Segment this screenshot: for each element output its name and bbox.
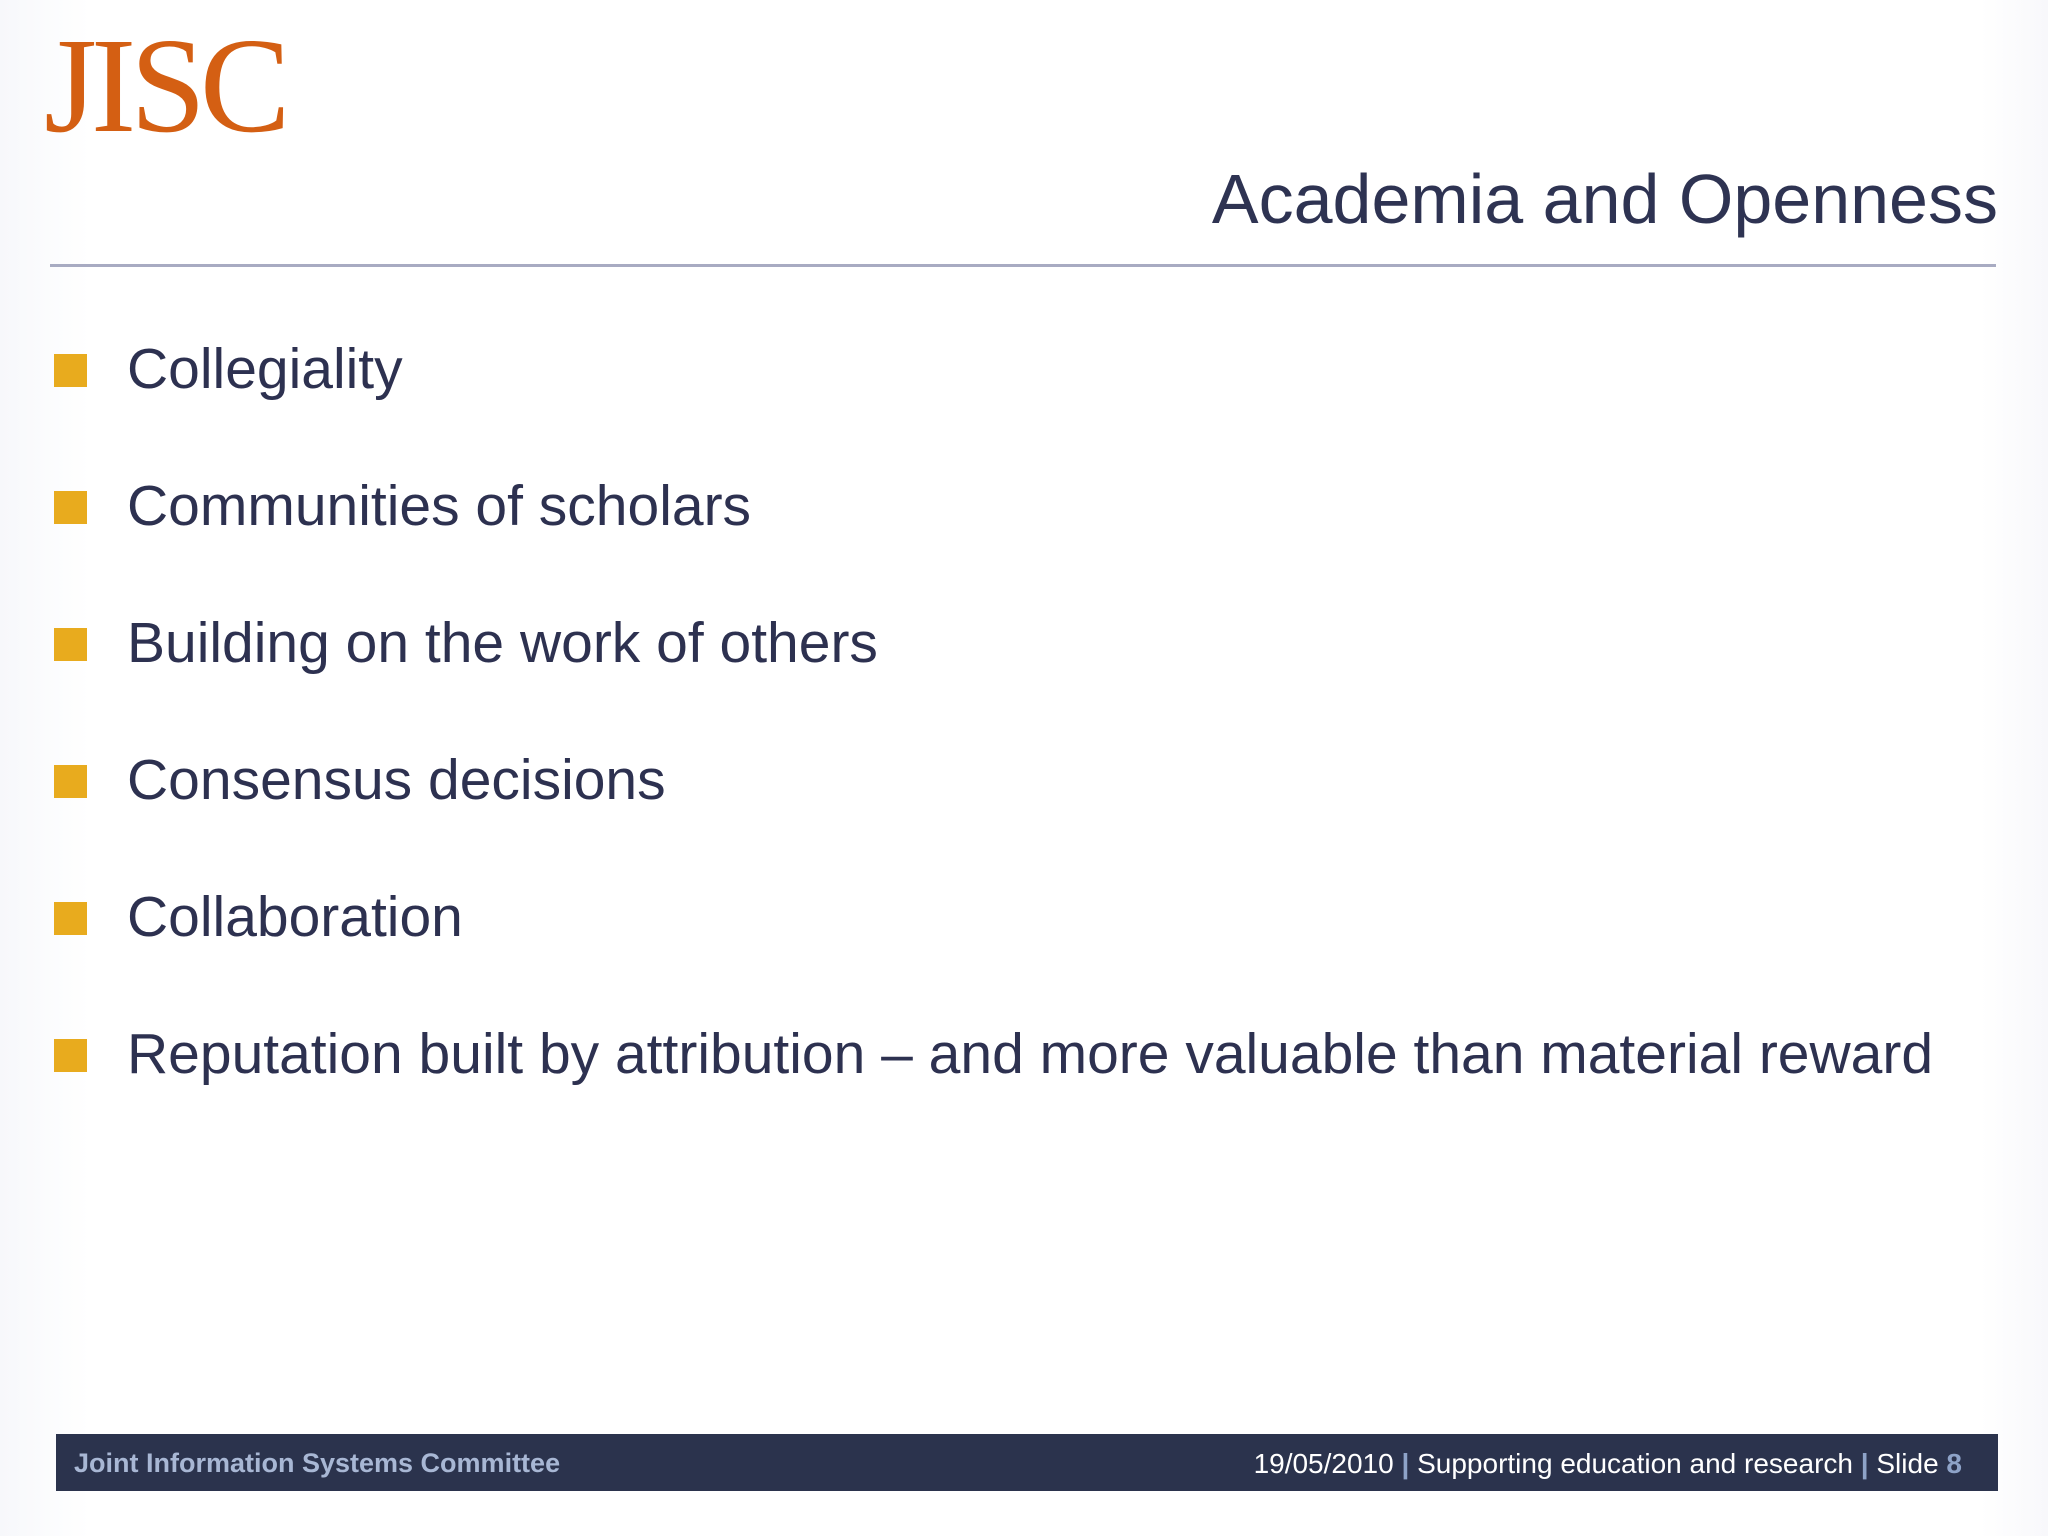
footer-slide-number: 8 [1946,1448,1962,1479]
square-bullet-icon [54,354,87,387]
square-bullet-icon [54,1039,87,1072]
bullet-item-collegiality [54,330,1974,467]
square-bullet-icon [54,628,87,661]
footer-slide-label: Slide [1876,1448,1939,1479]
slide-title: Academia and Openness [1211,160,1998,238]
square-bullet-icon [54,491,87,524]
bullet-text: Consensus decisions [127,748,666,812]
bullet-item-communities [54,467,1974,604]
jisc-logo: JISC [44,11,285,161]
bullet-item-reputation [54,1015,1974,1152]
bullet-item-collaboration [54,878,1974,1015]
bullet-text: Collaboration [127,885,463,949]
bullet-item-consensus [54,741,1974,878]
square-bullet-icon [54,902,87,935]
footer-separator: | [1401,1448,1410,1479]
footer-tagline: Supporting education and research [1417,1448,1853,1479]
bullet-text: Building on the work of others [127,611,878,675]
bullet-text: Reputation built by attribution – and more valuable than material reward [127,1022,1934,1086]
bullet-text: Communities of scholars [127,474,752,538]
title-divider [50,264,1996,267]
bullet-item-building [54,604,1974,741]
bullet-text: Collegiality [127,337,403,401]
footer-meta [1254,1448,1962,1480]
footer-date: 19/05/2010 [1253,1448,1394,1479]
square-bullet-icon [54,765,87,798]
bullet-list [54,330,1974,1152]
footer-separator: | [1860,1448,1869,1479]
footer-organization: Joint Information Systems Committee [74,1448,561,1478]
slide-footer [56,1434,1998,1491]
